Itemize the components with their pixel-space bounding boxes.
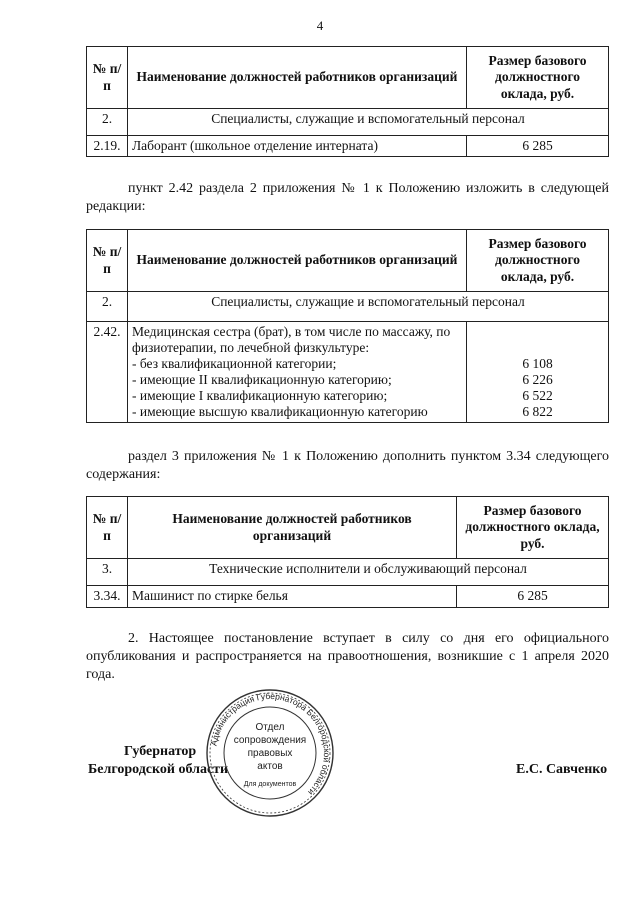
header-salary: Размер базового должностного оклада, руб. [467,230,609,292]
row-num: 3.34. [87,586,128,608]
page-number: 4 [316,18,324,33]
category-label: - имеющие II квалификационную категорию; [132,372,392,387]
seal-line: правовых [247,748,293,759]
salary-table-3 [86,496,609,608]
category-value: 6 108 [522,356,553,371]
row-position: Машинист по стирке белья [128,586,457,608]
seal-outer-text: Администрация Губернатора Белгородской области [208,690,333,798]
paragraph-2: раздел 3 приложения № 1 к Положению дополнить пунктом 3.34 следующего содержания: [86,449,609,482]
signatory-title-line1: Губернатор [124,744,197,759]
header-num: № п/п [87,230,128,292]
paragraph-3: 2. Настоящее постановление вступает в силу со дня его официального опубликования и распространяется на правоотношения, возникшие с 1 апреля 2020 года. [86,631,609,682]
header-num: № п/п [87,497,128,559]
category-label: - имеющие высшую квалификационную категорию [132,404,428,419]
row-num: 2.19. [87,136,128,157]
header-position: Наименование должностей работников организаций [128,497,457,559]
header-salary: Размер базового должностного оклада, руб. [467,47,609,109]
signatory-name: Е.С. Савченко [516,762,608,777]
row-position: Лаборант (школьное отделение интерната) [128,136,467,157]
category-value: 6 822 [522,404,553,419]
salary-table-2 [86,229,609,423]
section-num: 2. [87,109,128,136]
seal-line: актов [257,761,283,772]
row-salary: 6 285 [457,586,609,608]
row-salary [467,322,609,423]
official-seal [205,688,335,818]
header-position: Наименование должностей работников организаций [128,230,467,292]
category-label: - имеющие I квалификационную категорию; [132,388,388,403]
seal-bottom-text: Для документов [243,781,297,788]
row-salary: 6 285 [467,136,609,157]
section-num: 2. [87,292,128,322]
seal-line: Отдел [255,722,285,733]
salary-table-1 [86,46,609,157]
header-num: № п/п [87,47,128,109]
category-value: 6 522 [522,388,553,403]
section-title: Специалисты, служащие и вспомогательный персонал [128,292,609,322]
category-label: - без квалификационной категории; [132,356,337,371]
seal-line: сопровождения [233,735,307,746]
section-title: Специалисты, служащие и вспомогательный персонал [128,109,609,136]
row-position [128,322,467,423]
category-value: 6 226 [522,372,553,387]
section-title: Технические исполнители и обслуживающий персонал [128,559,609,586]
paragraph-1: пункт 2.42 раздела 2 приложения № 1 к Положению изложить в следующей редакции: [86,181,609,214]
header-position: Наименование должностей работников организаций [128,47,467,109]
signatory-title-line2: Белгородской области [88,762,229,777]
header-salary: Размер базового должностного оклада, руб. [457,497,609,559]
row-num: 2.42. [87,322,128,423]
section-num: 3. [87,559,128,586]
row-intro: Медицинская сестра (брат), в том числе по массажу, по физиотерапии, по лечебной физкультуре: [132,324,451,355]
